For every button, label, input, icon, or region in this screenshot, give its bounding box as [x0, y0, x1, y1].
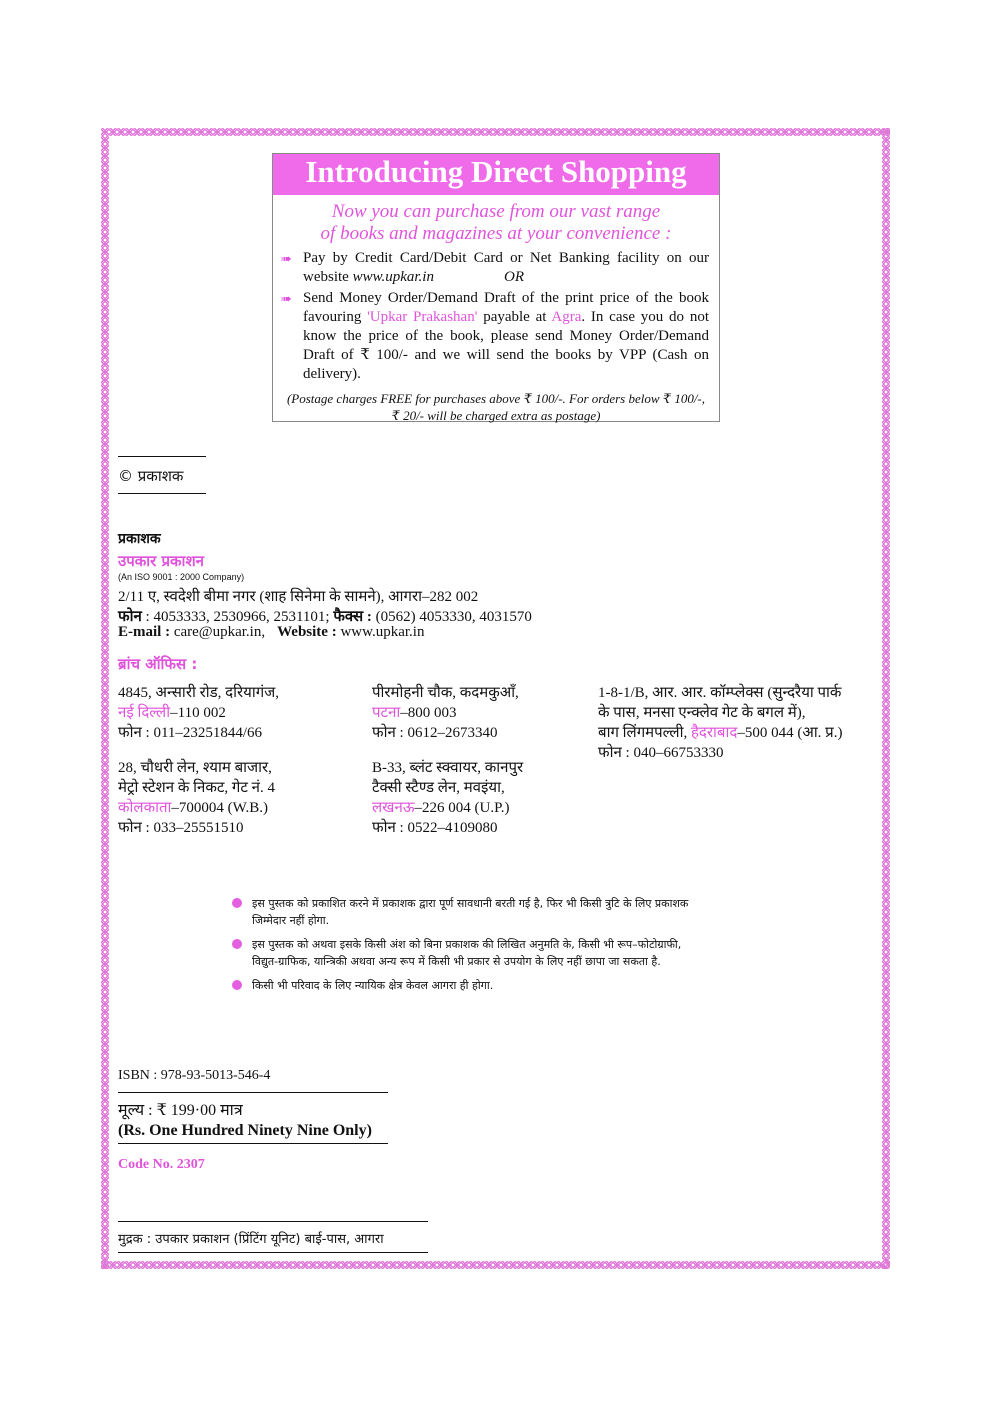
border-right: [882, 128, 890, 1269]
branch-address-2: मेट्रो स्टेशन के निकट, गेट नं. 4: [118, 780, 275, 796]
border-top: [101, 128, 890, 136]
fax-label: फैक्स :: [333, 609, 372, 625]
branch-lucknow: [372, 758, 523, 838]
branch-address: B-33, ब्लंट स्क्वायर, कानपुर: [372, 760, 524, 776]
branch-city: कोलकाता: [118, 800, 172, 816]
branch-address-2: के पास, मनसा एन्क्लेव गेट के बगल में),: [598, 705, 806, 721]
publisher-heading: प्रकाशक: [118, 531, 161, 547]
direct-shopping-box: [272, 153, 720, 422]
bullet-dot-icon: [232, 898, 242, 908]
isbn: ISBN : 978-93-5013-546-4: [118, 1068, 271, 1083]
postage-note: (Postage charges FREE for purchases above ₹ 100/-. For orders below ₹ 100/-, ₹ 20/- will be charged extra as postage): [286, 391, 706, 423]
notice-item: [232, 936, 681, 970]
bullet2-text-mid: payable at: [477, 309, 552, 325]
branch-address: पीरमोहनी चौक, कदमकुआँ,: [372, 685, 519, 701]
divider: [118, 1143, 388, 1144]
border-bottom: [101, 1261, 890, 1269]
phone-numbers: : 4053333, 2530966, 2531101;: [141, 609, 334, 625]
branch-city: नई दिल्ली: [118, 705, 171, 721]
ad-bullets: [273, 249, 719, 384]
bullet2-favouring: 'Upkar Prakashan': [367, 309, 478, 325]
bullet-dot-icon: [232, 980, 242, 990]
branch-phone: फोन : 033–25551510: [118, 820, 244, 836]
website-label: Website :: [277, 624, 337, 640]
notice-item: [232, 895, 688, 929]
branch-address: 4845, अन्सारी रोड, दरियागंज,: [118, 685, 280, 701]
notice-line: इस पुस्तक को अथवा इसके किसी अंश को बिना प्रकाशक की लिखित अनुमति के, किसी भी रूप–फोटोग्राफी,: [252, 938, 682, 951]
phone-label: फोन: [118, 609, 142, 625]
publisher-name: उपकार प्रकाशन: [118, 552, 204, 570]
notice-item: [232, 977, 493, 994]
branch-pin: –500 044 (आ. प्र.): [737, 725, 843, 741]
divider: [118, 493, 206, 494]
copyright-line: © प्रकाशक: [118, 467, 184, 485]
bullet2-city: Agra: [551, 309, 582, 325]
website-value: www.upkar.in: [336, 624, 425, 640]
branch-patna: [372, 683, 519, 743]
iso-line: (An ISO 9001 : 2000 Company): [118, 572, 245, 582]
ad-bullet-money-order: [281, 289, 709, 384]
notice-line: किसी भी परिवाद के लिए न्यायिक क्षेत्र केवल आगरा ही होगा.: [252, 979, 494, 992]
publisher-phone-fax: [118, 606, 532, 626]
bullet-dot-icon: [232, 939, 242, 949]
branch-phone: फोन : 0522–4109080: [372, 820, 498, 836]
divider: [118, 1221, 428, 1222]
bullet2-text-pre: Send Money Order/Demand Draft of the print price of the book favouring: [303, 290, 709, 325]
publisher-address: 2/11 ए, स्वदेशी बीमा नगर (शाह सिनेमा के सामने), आगरा–282 002: [118, 589, 479, 605]
branch-address: 1-8-1/B, आर. आर. कॉम्प्लेक्स (सुन्दरैया पार्क: [598, 685, 842, 701]
fax-numbers: (0562) 4053330, 4031570: [371, 609, 532, 625]
branch-hyderabad: [598, 683, 842, 763]
divider: [118, 1092, 388, 1093]
ad-bullet-online: [281, 249, 709, 287]
branch-pin: –800 003: [400, 705, 457, 721]
branch-heading: ब्रांच ऑफिस :: [118, 655, 198, 673]
border-left: [101, 128, 109, 1269]
price-in-words: (Rs. One Hundred Ninety Nine Only): [118, 1122, 372, 1139]
bullet1-or: OR: [503, 269, 524, 285]
divider: [118, 1252, 428, 1253]
ad-subtitle: [273, 201, 719, 245]
branch-pin: –226 004 (U.P.): [414, 800, 510, 816]
publisher-contact: [118, 624, 424, 641]
branch-phone: फोन : 040–66753330: [598, 745, 724, 761]
branch-pin: –700004 (W.B.): [171, 800, 268, 816]
arrow-right-icon: ➠: [281, 291, 292, 306]
branch-pin: –110 002: [170, 705, 226, 721]
notice-line: इस पुस्तक को प्रकाशित करने में प्रकाशक द्वारा पूर्ण सावधानी बरती गई है, फिर भी किसी त्रुटि के लिए प्रकाशक: [252, 897, 689, 910]
branch-delhi: [118, 683, 279, 743]
branch-city: लखनऊ: [372, 800, 415, 816]
printer-line: मुद्रक : उपकार प्रकाशन (प्रिंटिंग यूनिट) बाई-पास, आगरा: [118, 1232, 384, 1247]
ad-subtitle-line2: of books and magazines at your convenience :: [320, 223, 672, 244]
bullet1-text: Pay by Credit Card/Debit Card or Net Banking facility on our website: [303, 250, 709, 285]
bullet2-text-post: . In case you do not know the price of the book, please send Money Order/Demand Draft of ₹ 100/- and we will send the books by VPP (Cash on delivery).: [303, 309, 709, 382]
branch-address-2: टैक्सी स्टैण्ड लेन, मवइंया,: [372, 780, 505, 796]
branch-phone: फोन : 011–23251844/66: [118, 725, 263, 741]
bullet1-website: www.upkar.in: [352, 269, 434, 285]
divider: [118, 456, 206, 457]
email-label: E-mail :: [118, 624, 171, 640]
arrow-right-icon: ➠: [281, 251, 292, 266]
price: मूल्य : ₹ 199·00 मात्र: [118, 1102, 243, 1119]
ad-subtitle-line1: Now you can purchase from our vast range: [331, 201, 661, 222]
notice-line: विद्युत-ग्राफिक, यान्त्रिकी अथवा अन्य रूप में किसी भी प्रकार से उपयोग के लिए नहीं छापा जा सकता है.: [252, 955, 661, 968]
branch-city: पटना: [372, 705, 401, 721]
email-value: care@upkar.in,: [170, 624, 266, 640]
ad-title: Introducing Direct Shopping: [273, 154, 719, 195]
code-number: Code No. 2307: [118, 1157, 205, 1172]
branch-address: 28, चौधरी लेन, श्याम बाजार,: [118, 760, 272, 776]
branch-city: हैदराबाद: [690, 725, 738, 741]
branch-kolkata: [118, 758, 275, 838]
branch-phone: फोन : 0612–2673340: [372, 725, 498, 741]
notice-line: जिम्मेदार नहीं होगा.: [252, 914, 330, 927]
branch-address-3: बाग लिंगमपल्ली,: [598, 725, 691, 741]
